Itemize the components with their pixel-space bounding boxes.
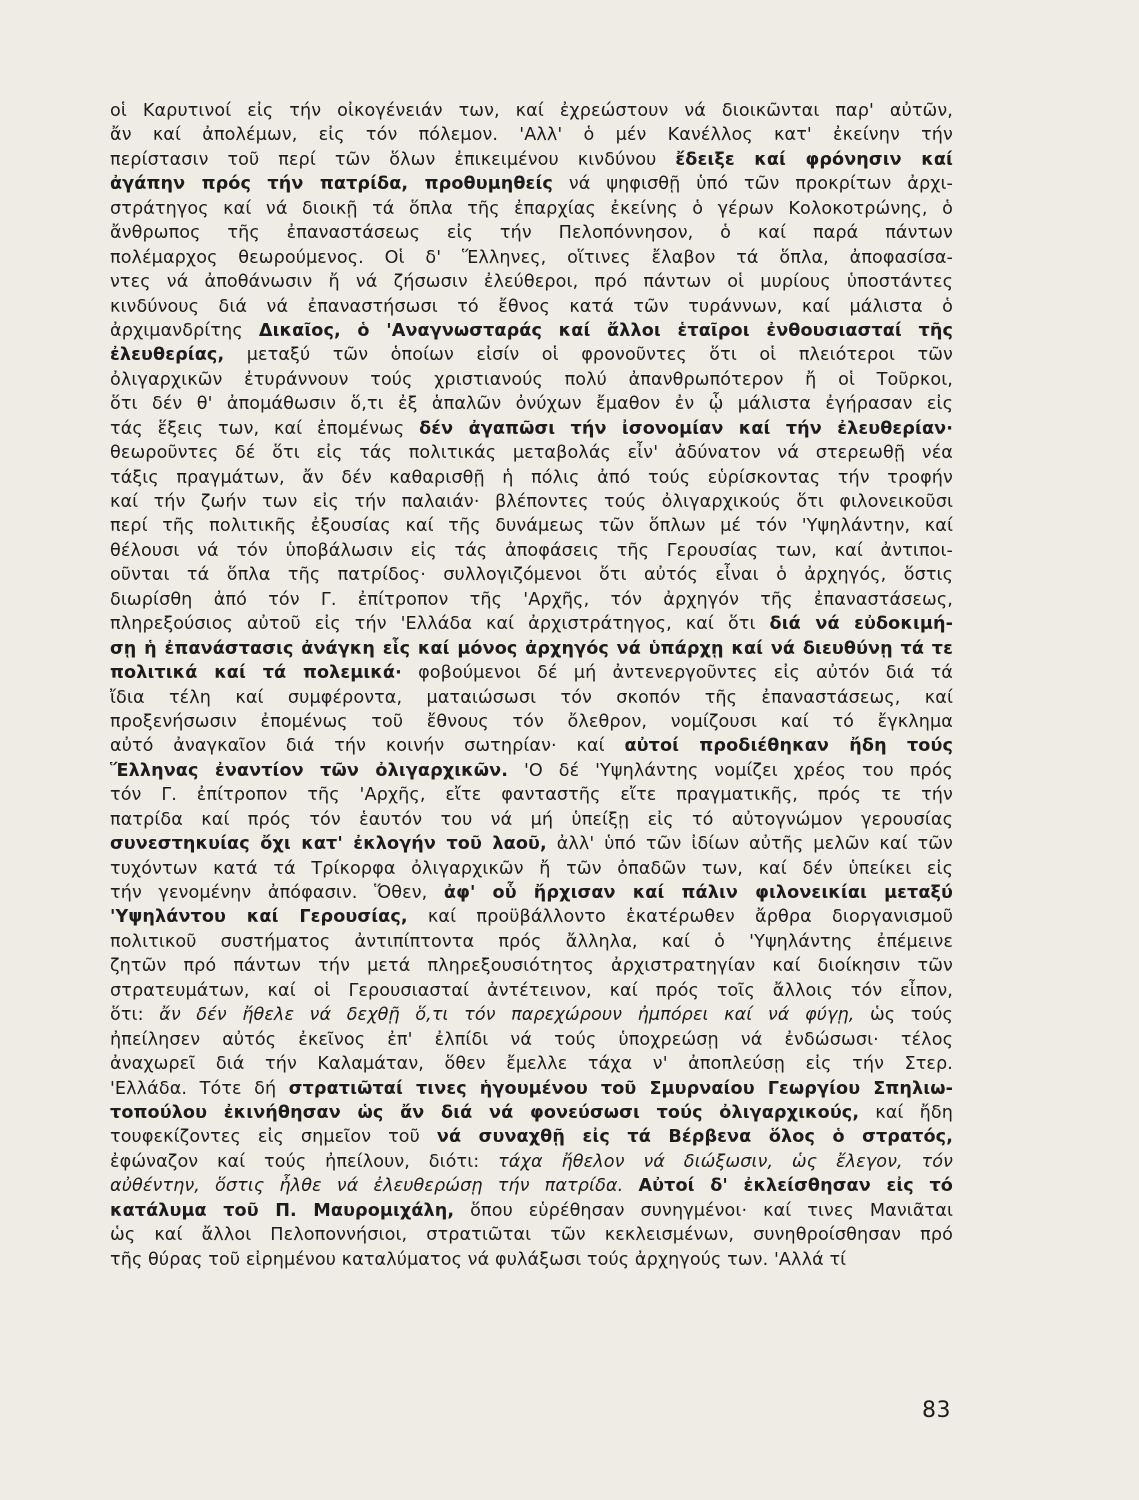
text-line: [110, 979, 953, 1003]
text-segment: διωρίσθη ἀπό τόν Γ. ἐπίτροπον τῆς 'Αρχῆς, τόν ἀρχηγόν τῆς ἐπαναστάσεως,: [110, 589, 953, 610]
text-line: [110, 148, 953, 172]
text-line: [110, 954, 953, 978]
text-line: [110, 99, 953, 123]
text-line: [110, 808, 953, 832]
text-segment: τυχόντων κατά τά Τρίκορφα ὀλιγαρχικῶν ἤ τῶν ὀπαδῶν των, καί δέν ὑπείκει εἰς: [110, 858, 953, 879]
page-number: 83: [922, 1398, 951, 1423]
text-line: [110, 734, 953, 758]
text-line: [110, 1223, 953, 1247]
text-line: [110, 172, 953, 196]
text-segment: αὐτό ἀναγκαῖον διά τήν κοινήν σωτηρίαν· καί: [110, 736, 625, 757]
text-segment: τήν γενομένην ἀπόφασιν. Ὅθεν,: [110, 883, 444, 903]
text-line: [110, 123, 953, 147]
text-segment: φοβούμενοι δέ μή ἀντενεργοῦντες εἰς αὐτόν διά τά: [401, 663, 953, 684]
text-line: [110, 710, 953, 734]
text-line: [110, 1248, 953, 1272]
text-segment: τόν Γ. ἐπίτροπον τῆς 'Αρχῆς, εἴτε φανταστῆς εἴτε πραγματικῆς, πρός τε τήν: [110, 785, 953, 806]
text-line: [110, 759, 953, 783]
text-line: [110, 1101, 953, 1125]
text-line: [110, 368, 953, 392]
text-line: [110, 417, 953, 441]
text-segment: προξενήσωσιν ἐπομένως τοῦ ἔθνους τόν ὄλεθρον, νομίζουσι καί τό ἔγκλημα: [110, 711, 953, 732]
text-segment: στράτηγος καί νά διοικῇ τά ὅπλα τῆς ἐπαρχίας ἐκείνης ὁ γέρων Κολοκοτρώνης, ὁ: [110, 198, 953, 219]
text-line: [110, 221, 953, 245]
text-segment: πολιτικοῦ συστήματος ἀντιπίπτοντα πρός ἄλληλα, καί ὁ 'Υψηλάντης ἐπέμεινε: [110, 931, 953, 952]
text-segment: πληρεξούσιος αὐτοῦ εἰς τήν 'Ελλάδα καί ἀρχιστράτηγος, καί ὅτι: [110, 614, 770, 635]
text-segment: ντες νά ἀποθάνωσιν ἤ νά ζήσωσιν ἐλεύθεροι, πρό πάντων οἱ μυρίους ὑποστάντες: [110, 272, 953, 293]
text-segment: τῆς θύρας τοῦ εἰρημένου καταλύματος νά φυλάξωσι τούς ἀρχηγούς των. 'Αλλά τί: [110, 1249, 847, 1270]
text-segment: στρατευμάτων, καί οἱ Γερουσιασταί ἀντέτεινον, καί πρός τοῖς ἄλλοις τόν εἶπον,: [110, 980, 953, 1001]
text-segment: ζητῶν πρό πάντων τήν μετά πληρεξουσιότητος ἀρχιστρατηγίαν καί διοίκησιν τῶν: [110, 956, 953, 977]
text-line: [110, 1003, 953, 1027]
bold-text: τοπούλου ἐκινήθησαν ὡς ἄν διά νά φονεύσωσι τούς ὀλιγαρχικούς,: [110, 1102, 860, 1123]
text-line: [110, 857, 953, 881]
bold-text: Ἕλληνας ἐναντίον τῶν ὀλιγαρχικῶν.: [110, 760, 509, 781]
text-segment: μεταξύ τῶν ὁποίων εἰσίν οἱ φρονοῦντες ὅτι οἱ πλειότεροι τῶν: [224, 345, 953, 366]
text-line: [110, 441, 953, 465]
italic-text: αὐθέντην, ὅστις ἦλθε νά ἐλευθερώσῃ τήν πατρίδα.: [110, 1176, 624, 1197]
text-segment: θέλουσι νά τόν ὑποβάλωσιν εἰς τάς ἀποφάσεις τῆς Γερουσίας των, καί ἀντιποι-: [110, 540, 953, 561]
text-line: [110, 832, 953, 856]
text-line: [110, 637, 953, 661]
text-line: [110, 319, 953, 343]
text-segment: ἴδια τέλη καί συμφέροντα, ματαιώσωσι τόν σκοπόν τῆς ἐπαναστάσεως, καί: [110, 687, 953, 708]
text-line: [110, 1077, 953, 1101]
bold-text: ἐλευθερίας,: [110, 345, 225, 366]
text-line: [110, 490, 953, 514]
text-segment: ὀλιγαρχικῶν ἐτυράννουν τούς χριστιανούς πολύ ἀπανθρωπότερον ἤ οἱ Τοῦρκοι,: [110, 369, 953, 390]
text-line: [110, 270, 953, 294]
text-line: [110, 343, 953, 367]
italic-text: ἄν δέν ἤθελε νά δεχθῇ ὅ,τι τόν παρεχώρουν ἠμπόρει καί νά φύγῃ,: [159, 1005, 855, 1026]
text-line: [110, 392, 953, 416]
text-segment: τάς ἕξεις των, καί ἐπομένως: [110, 418, 420, 439]
text-segment: ἐφώναζον καί τούς ἠπείλουν, διότι:: [110, 1151, 499, 1172]
text-segment: πολέμαρχος θεωρούμενος. Οἱ δ' Ἕλληνες, οἵτινες ἔλαβον τά ὅπλα, ἀποφασίσα-: [110, 247, 953, 268]
text-segment: νά ψηφισθῇ ὑπό τῶν προκρίτων ἀρχι-: [552, 174, 953, 195]
text-segment: οἱ Καρυτινοί εἰς τήν οἰκογένειάν των, καί ἐχρεώστουν νά διοικῶνται παρ' αὐτῶν,: [110, 101, 953, 121]
bold-text: σῃ ἡ ἐπανάστασις ἀνάγκη εἷς καί μόνος ἀρχηγός νά ὑπάρχῃ καί νά διευθύνῃ τά τε: [110, 638, 953, 659]
text-segment: ὅτι:: [110, 1005, 160, 1026]
text-segment: ἄνθρωπος τῆς ἐπαναστάσεως εἰς τήν Πελοπόννησον, ὁ καί παρά πάντων: [110, 223, 953, 244]
text-line: [110, 905, 953, 929]
text-line: [110, 588, 953, 612]
bold-text: Δικαῖος, ὁ 'Αναγνωσταράς καί ἄλλοι ἑταῖροι ἐνθουσιασταί τῆς: [258, 320, 953, 341]
text-segment: τουφεκίζοντες εἰς σημεῖον τοῦ: [110, 1127, 437, 1148]
text-line: [110, 686, 953, 710]
text-line: [110, 197, 953, 221]
bold-text: ἀγάπην πρός τήν πατρίδα, προθυμηθείς: [110, 174, 553, 195]
text-line: [110, 295, 953, 319]
text-segment: καί τήν ζωήν των εἰς τήν παλαιάν· βλέποντες τούς ὀλιγαρχικούς ὅτι φιλονεικοῦσι: [110, 492, 953, 512]
italic-text: τάχα ἤθελον νά διώξωσιν, ὡς ἔλεγον, τόν: [498, 1151, 953, 1172]
text-segment: πατρίδα καί πρός τόν ἑαυτόν του νά μή ὑπείξῃ εἰς τό αὐτογνώμον γερουσίας: [110, 809, 953, 830]
text-segment: περίστασιν τοῦ περί τῶν ὅλων ἐπικειμένου κινδύνου: [110, 149, 676, 170]
text-line: [110, 661, 953, 685]
text-segment: τάξις πραγμάτων, ἄν δέν καθαρισθῇ ἡ πόλις ἀπό τούς εὑρίσκοντας τήν τροφήν: [110, 467, 953, 488]
text-line: [110, 930, 953, 954]
bold-text: νά συναχθῇ εἰς τά Βέρβενα ὅλος ὁ στρατός,: [436, 1127, 953, 1148]
text-segment: θεωροῦντες δέ ὅτι εἰς τάς πολιτικάς μεταβολάς εἶν' ἀδύνατον νά στερεωθῇ νέα: [110, 443, 953, 464]
bold-text: αὐτοί προδιέθηκαν ἤδη τούς: [624, 736, 953, 757]
bold-text: πολιτικά καί τά πολεμικά·: [110, 663, 402, 684]
bold-text: συνεστηκυίας ὄχι κατ' ἐκλογήν τοῦ λαοῦ,: [110, 834, 547, 855]
text-segment: 'Ο δέ 'Υψηλάντης νομίζει χρέος του πρός: [508, 760, 953, 781]
text-line: [110, 246, 953, 270]
text-line: [110, 563, 953, 587]
text-line: [110, 1150, 953, 1174]
text-segment: ἀρχιμανδρίτης: [110, 320, 259, 341]
text-segment: ἄν καί ἀπολέμων, εἰς τόν πόλεμον. 'Αλλ' ὁ μέν Κανέλλος κατ' ἐκείνην τήν: [110, 125, 953, 146]
text-segment: ἠπείλησεν αὐτός ἐκεῖνος ἐπ' ἐλπίδι νά τούς ὑποχρεώσῃ νά ἐνδώσωσι· τέλος: [110, 1029, 953, 1050]
text-line: [110, 1125, 953, 1149]
text-segment: καί προϋβάλλοντο ἑκατέρωθεν ἄρθρα διοργανισμοῦ: [407, 907, 953, 928]
text-line: [110, 881, 953, 905]
bold-text: 'Υψηλάντου καί Γερουσίας,: [110, 907, 408, 928]
text-line: [110, 1052, 953, 1076]
bold-text: κατάλυμα τοῦ Π. Μαυρομιχάλη,: [110, 1200, 455, 1221]
text-segment: ὡς τούς: [854, 1005, 953, 1026]
bold-text: διά νά εὐδοκιμή-: [769, 614, 953, 635]
text-segment: οῦνται τά ὅπλα τῆς πατρίδος· συλλογιζόμενοι ὅτι αὐτός εἶναι ὁ ἀρχηγός, ὅστις: [110, 565, 953, 586]
text-segment: [623, 1176, 638, 1196]
text-line: [110, 1199, 953, 1223]
bold-text: στρατιῶταί τινες ἡγουμένου τοῦ Σμυρναίου Γεωργίου Σπηλιω-: [288, 1078, 953, 1099]
text-segment: καί ἤδη: [859, 1102, 953, 1123]
text-line: [110, 466, 953, 490]
text-line: [110, 514, 953, 538]
text-segment: ὅτι δέν θ' ἀπομάθωσιν ὅ,τι ἐξ ἁπαλῶν ὀνύχων ἔμαθον ἐν ᾧ μάλιστα ἐγήρασαν εἰς: [110, 394, 953, 415]
text-line: [110, 612, 953, 636]
text-segment: ὡς καί ἄλλοι Πελοποννήσιοι, στρατιῶται τῶν κεκλεισμένων, συνηθροίσθησαν πρό: [110, 1225, 953, 1246]
bold-text: ἔδειξε καί φρόνησιν καί: [675, 149, 953, 170]
bold-text: δέν ἀγαπῶσι τήν ἰσονομίαν καί τήν ἐλευθερίαν·: [419, 418, 954, 439]
body-text: [110, 99, 953, 1272]
text-segment: ἀλλ' ὑπό τῶν ἰδίων αὐτῆς μελῶν καί τῶν: [546, 834, 953, 855]
text-segment: ἀναχωρεῖ διά τήν Καλαμάταν, ὅθεν ἔμελλε τάχα ν' ἀποπλεύσῃ εἰς τήν Στερ.: [110, 1054, 953, 1075]
text-line: [110, 1174, 953, 1198]
text-segment: 'Ελλάδα. Τότε δή: [110, 1078, 289, 1099]
text-line: [110, 1028, 953, 1052]
text-segment: περί τῆς πολιτικῆς ἐξουσίας καί τῆς δυνάμεως τῶν ὅπλων μέ τόν 'Υψηλάντην, καί: [110, 516, 953, 537]
text-segment: κινδύνους διά νά ἐπαναστήσωσι τό ἔθνος κατά τῶν τυράννων, καί μάλιστα ὁ: [110, 296, 953, 317]
text-line: [110, 539, 953, 563]
bold-text: ἀφ' οὗ ἤρχισαν καί πάλιν φιλονεικίαι μεταξύ: [443, 883, 953, 903]
bold-text: Αὐτοί δ' ἐκλείσθησαν εἰς τό: [638, 1176, 953, 1197]
text-line: [110, 783, 953, 807]
text-segment: ὅπου εὑρέθησαν συνηγμένοι· καί τινες Μανιᾶται: [454, 1200, 954, 1221]
